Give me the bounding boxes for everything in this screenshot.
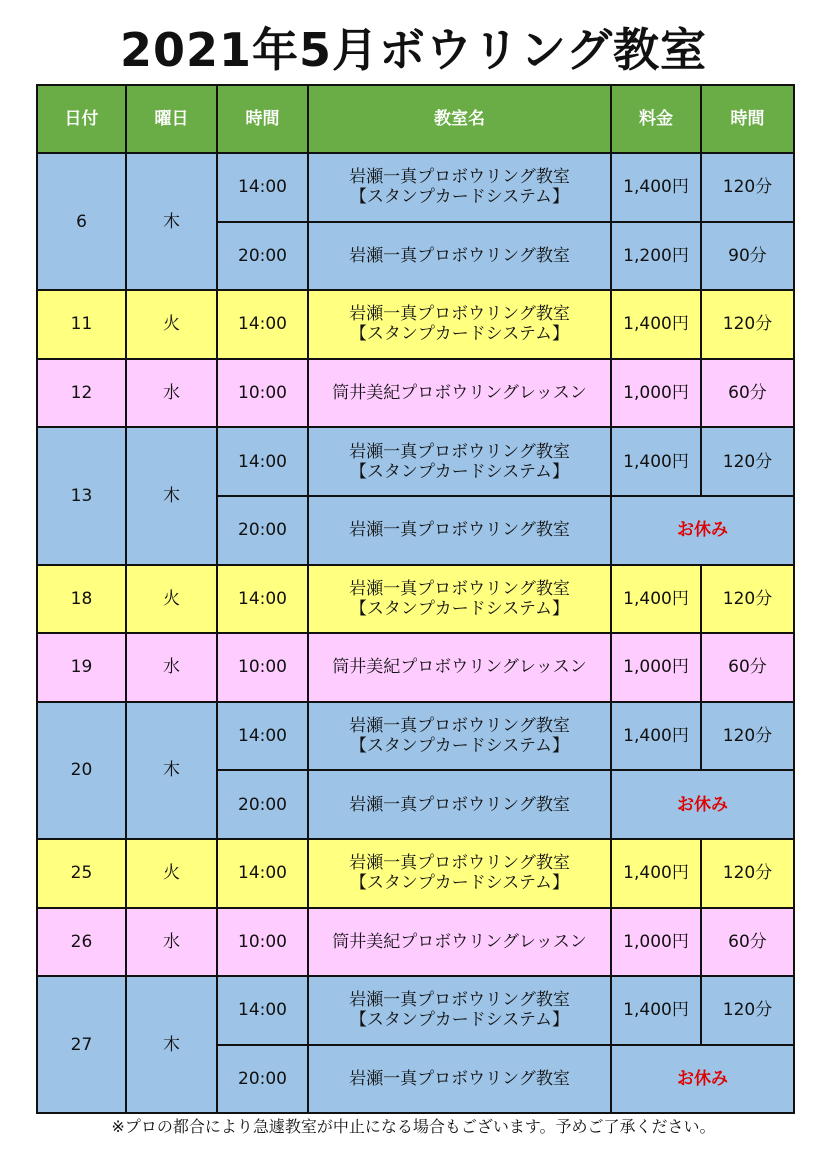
fee-cell: 1,400円 xyxy=(611,839,701,908)
class-name-cell xyxy=(308,1045,611,1114)
fee-cell: 1,000円 xyxy=(611,633,701,702)
header-duration: 時間 xyxy=(701,85,794,153)
time-cell: 14:00 xyxy=(217,427,308,496)
header-fee: 料金 xyxy=(611,85,701,153)
class-name-cell xyxy=(308,496,611,565)
weekday-cell: 木 xyxy=(126,702,217,839)
time-cell: 14:00 xyxy=(217,702,308,771)
class-name-cell xyxy=(308,908,611,977)
weekday-cell: 火 xyxy=(126,290,217,359)
closed-cell: お休み xyxy=(611,496,794,565)
closed-cell: お休み xyxy=(611,770,794,839)
class-name-cell xyxy=(308,359,611,428)
class-subtitle: 【スタンプカードシステム】 xyxy=(349,324,570,345)
table-row xyxy=(37,839,794,908)
class-name-cell xyxy=(308,427,611,496)
table-row xyxy=(37,359,794,428)
date-cell: 6 xyxy=(37,153,126,290)
class-subtitle: 【スタンプカードシステム】 xyxy=(349,873,570,894)
fee-cell: 1,000円 xyxy=(611,908,701,977)
duration-cell: 120分 xyxy=(701,153,794,222)
header-date: 日付 xyxy=(37,85,126,153)
page-title: 2021年5月ボウリング教室 xyxy=(119,23,708,77)
class-subtitle: 【スタンプカードシステム】 xyxy=(349,598,570,619)
fee-cell: 1,400円 xyxy=(611,976,701,1045)
table-row xyxy=(37,908,794,977)
time-cell: 14:00 xyxy=(217,290,308,359)
class-name-cell xyxy=(308,153,611,222)
class-title: 岩瀬一真プロボウリング教室 xyxy=(349,441,570,462)
fee-cell: 1,000円 xyxy=(611,359,701,428)
table-row xyxy=(37,702,794,771)
table-row xyxy=(37,153,794,222)
class-title: 筒井美紀プロボウリングレッスン xyxy=(332,657,587,678)
class-name-cell xyxy=(308,565,611,634)
weekday-cell: 水 xyxy=(126,908,217,977)
header-row xyxy=(37,85,794,153)
date-cell: 27 xyxy=(37,976,126,1113)
time-cell: 20:00 xyxy=(217,1045,308,1114)
class-title: 岩瀬一真プロボウリング教室 xyxy=(349,167,570,188)
class-name-cell xyxy=(308,839,611,908)
class-title: 岩瀬一真プロボウリング教室 xyxy=(349,578,570,599)
fee-cell: 1,400円 xyxy=(611,427,701,496)
header-class-name: 教室名 xyxy=(308,85,611,153)
class-title: 岩瀬一真プロボウリング教室 xyxy=(349,520,570,541)
class-title: 岩瀬一真プロボウリング教室 xyxy=(349,1069,570,1090)
class-title: 岩瀬一真プロボウリング教室 xyxy=(349,304,570,325)
class-title: 岩瀬一真プロボウリング教室 xyxy=(349,853,570,874)
duration-cell: 60分 xyxy=(701,633,794,702)
class-title: 岩瀬一真プロボウリング教室 xyxy=(349,245,570,266)
table-row xyxy=(37,290,794,359)
time-cell: 20:00 xyxy=(217,496,308,565)
time-cell: 14:00 xyxy=(217,153,308,222)
weekday-cell: 木 xyxy=(126,427,217,564)
date-cell: 13 xyxy=(37,427,126,564)
date-cell: 20 xyxy=(37,702,126,839)
table-row xyxy=(37,633,794,702)
class-title: 岩瀬一真プロボウリング教室 xyxy=(349,990,570,1011)
class-name-cell xyxy=(308,222,611,291)
weekday-cell: 木 xyxy=(126,153,217,290)
table-row xyxy=(37,565,794,634)
class-name-cell xyxy=(308,702,611,771)
fee-cell: 1,400円 xyxy=(611,565,701,634)
date-cell: 19 xyxy=(37,633,126,702)
weekday-cell: 火 xyxy=(126,565,217,634)
closed-cell: お休み xyxy=(611,1045,794,1114)
date-cell: 12 xyxy=(37,359,126,428)
duration-cell: 120分 xyxy=(701,839,794,908)
weekday-cell: 水 xyxy=(126,359,217,428)
class-name-cell xyxy=(308,633,611,702)
class-name-cell xyxy=(308,290,611,359)
duration-cell: 120分 xyxy=(701,427,794,496)
time-cell: 14:00 xyxy=(217,976,308,1045)
fee-cell: 1,200円 xyxy=(611,222,701,291)
date-cell: 18 xyxy=(37,565,126,634)
table-row xyxy=(37,976,794,1045)
fee-cell: 1,400円 xyxy=(611,702,701,771)
class-title: 岩瀬一真プロボウリング教室 xyxy=(349,716,570,737)
date-cell: 11 xyxy=(37,290,126,359)
duration-cell: 120分 xyxy=(701,976,794,1045)
class-title: 筒井美紀プロボウリングレッスン xyxy=(332,383,587,404)
header-time: 時間 xyxy=(217,85,308,153)
class-name-cell xyxy=(308,976,611,1045)
schedule-body xyxy=(37,153,794,1113)
time-cell: 20:00 xyxy=(217,222,308,291)
weekday-cell: 火 xyxy=(126,839,217,908)
class-title: 筒井美紀プロボウリングレッスン xyxy=(332,931,587,952)
class-subtitle: 【スタンプカードシステム】 xyxy=(349,461,570,482)
time-cell: 10:00 xyxy=(217,908,308,977)
duration-cell: 120分 xyxy=(701,290,794,359)
time-cell: 10:00 xyxy=(217,359,308,428)
class-subtitle: 【スタンプカードシステム】 xyxy=(349,736,570,757)
duration-cell: 120分 xyxy=(701,702,794,771)
time-cell: 10:00 xyxy=(217,633,308,702)
class-name-cell xyxy=(308,770,611,839)
duration-cell: 120分 xyxy=(701,565,794,634)
date-cell: 25 xyxy=(37,839,126,908)
class-subtitle: 【スタンプカードシステム】 xyxy=(349,187,570,208)
time-cell: 14:00 xyxy=(217,839,308,908)
schedule-table xyxy=(36,84,795,1114)
class-subtitle: 【スタンプカードシステム】 xyxy=(349,1010,570,1031)
duration-cell: 60分 xyxy=(701,359,794,428)
duration-cell: 90分 xyxy=(701,222,794,291)
weekday-cell: 木 xyxy=(126,976,217,1113)
class-title: 岩瀬一真プロボウリング教室 xyxy=(349,794,570,815)
date-cell: 26 xyxy=(37,908,126,977)
time-cell: 20:00 xyxy=(217,770,308,839)
weekday-cell: 水 xyxy=(126,633,217,702)
duration-cell: 60分 xyxy=(701,908,794,977)
fee-cell: 1,400円 xyxy=(611,153,701,222)
footnote: ※プロの都合により急遽教室が中止になる場合もございます。予めご了承ください。 xyxy=(111,1117,716,1136)
table-row xyxy=(37,427,794,496)
time-cell: 14:00 xyxy=(217,565,308,634)
fee-cell: 1,400円 xyxy=(611,290,701,359)
header-weekday: 曜日 xyxy=(126,85,217,153)
